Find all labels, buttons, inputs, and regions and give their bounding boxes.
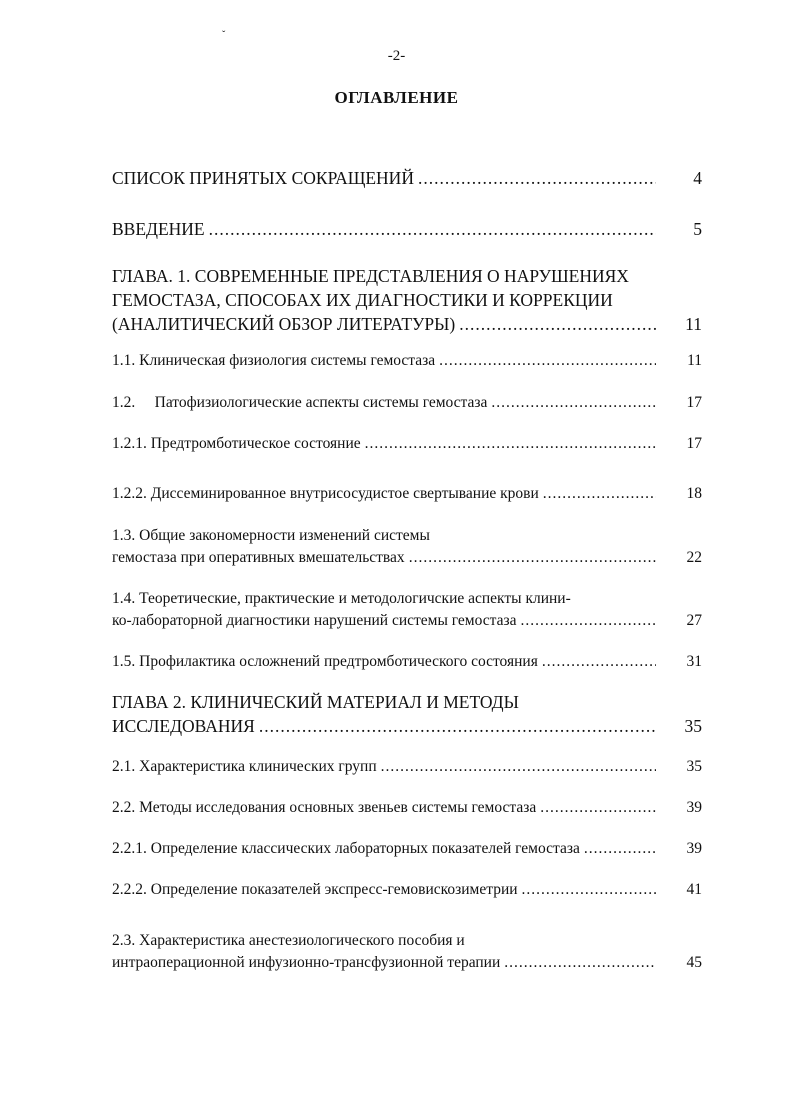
- leader-dots: [459, 312, 656, 336]
- toc-page-number: 17: [686, 394, 702, 411]
- toc-entry-text: 1.2.2. Диссеминированное внутрисосудистое свертывание крови: [112, 485, 539, 502]
- toc-entry[interactable]: [112, 433, 702, 455]
- toc-entry-text: 1.1. Клиническая физиология системы гемостаза: [112, 352, 436, 369]
- toc-page-number: 18: [686, 485, 702, 502]
- toc-entry-text: ГЛАВА. 1. СОВРЕМЕННЫЕ ПРЕДСТАВЛЕНИЯ О НАРУШЕНИЯХ: [112, 266, 629, 286]
- toc-entry-text: ко-лабораторной диагностики нарушений системы гемостаза: [112, 612, 517, 629]
- toc-page-number: 17: [686, 435, 702, 452]
- toc-page-number: 11: [687, 352, 702, 369]
- toc-entry[interactable]: [112, 879, 702, 901]
- leader-dots: [491, 392, 656, 414]
- toc-entry-text: 2.1. Характеристика клинических групп: [112, 758, 377, 775]
- toc-entry-text: СПИСОК ПРИНЯТЫХ СОКРАЩЕНИЙ: [112, 168, 414, 188]
- leader-dots: [520, 610, 656, 632]
- toc-entry[interactable]: [112, 690, 702, 738]
- toc-entry-text: (АНАЛИТИЧЕСКИЙ ОБЗОР ЛИТЕРАТУРЫ): [112, 314, 456, 334]
- toc-page-number: 11: [685, 314, 702, 334]
- toc-page-number: 4: [693, 168, 702, 188]
- leader-dots: [522, 879, 656, 901]
- toc-entry-text: гемостаза при оперативных вмешательствах: [112, 549, 405, 566]
- toc-entry-text: ГЕМОСТАЗА, СПОСОБАХ ИХ ДИАГНОСТИКИ И КОРРЕКЦИИ: [112, 290, 613, 310]
- toc-page-number: 45: [686, 954, 702, 971]
- leader-dots: [418, 166, 656, 190]
- leader-dots: [540, 797, 656, 819]
- leader-dots: [584, 838, 656, 860]
- leader-dots: [209, 217, 656, 241]
- toc-entry-text: 2.2. Методы исследования основных звеньев системы гемостаза: [112, 799, 537, 816]
- leader-dots: [543, 483, 656, 505]
- toc-page-number: 41: [686, 881, 702, 898]
- toc-page-number: 31: [686, 653, 702, 670]
- toc-entry-text: интраоперационной инфузионно-трансфузионной терапии: [112, 954, 501, 971]
- leader-dots: [409, 547, 656, 569]
- toc-entry[interactable]: [112, 797, 702, 819]
- toc-entry[interactable]: [112, 838, 702, 860]
- toc-entry[interactable]: [112, 483, 702, 505]
- leader-dots: [439, 350, 656, 372]
- toc-page-number: 35: [686, 758, 702, 775]
- toc-entry[interactable]: [112, 588, 702, 632]
- leader-dots: [365, 433, 656, 455]
- toc-entry[interactable]: [112, 217, 702, 241]
- toc-entry-text: 1.4. Теоретические, практические и методологичские аспекты клини-: [112, 590, 571, 607]
- toc-entry-text: 1.2. Патофизиологические аспекты системы гемостаза: [112, 394, 488, 411]
- toc-page-number: 22: [686, 549, 702, 566]
- toc-entry-text: 2.2.2. Определение показателей экспресс-гемовискозиметрии: [112, 881, 518, 898]
- toc-entry[interactable]: [112, 525, 702, 569]
- toc-entry[interactable]: [112, 166, 702, 190]
- toc-entry-text: 1.5. Профилактика осложнений предтромботического состояния: [112, 653, 538, 670]
- toc-entry[interactable]: [112, 392, 702, 414]
- leader-dots: [542, 651, 656, 673]
- toc-page-number: 27: [686, 612, 702, 629]
- toc-page-number: 35: [684, 716, 702, 736]
- toc-entry[interactable]: [112, 651, 702, 673]
- toc-entry[interactable]: [112, 264, 702, 336]
- page-title: ОГЛАВЛЕНИЕ: [334, 88, 459, 107]
- toc-entry-text: 2.2.1. Определение классических лабораторных показателей гемостаза: [112, 840, 580, 857]
- toc-entry-text: 1.3. Общие закономерности изменений системы: [112, 527, 430, 544]
- toc-entry[interactable]: [112, 756, 702, 778]
- leader-dots: [259, 714, 656, 738]
- toc-page-number: 39: [686, 840, 702, 857]
- toc-page-number: 39: [686, 799, 702, 816]
- toc-page-number: 5: [693, 219, 702, 239]
- toc-entry[interactable]: [112, 350, 702, 372]
- toc-entry[interactable]: [112, 930, 702, 974]
- leader-dots: [381, 756, 656, 778]
- scan-mark: ˇ: [222, 30, 226, 41]
- leader-dots: [504, 952, 656, 974]
- toc-entry-text: 2.3. Характеристика анестезиологического пособия и: [112, 932, 465, 949]
- toc-entry-text: ГЛАВА 2. КЛИНИЧЕСКИЙ МАТЕРИАЛ И МЕТОДЫ: [112, 692, 519, 712]
- toc-entry-text: ИССЛЕДОВАНИЯ: [112, 716, 255, 736]
- toc-entry-text: ВВЕДЕНИЕ: [112, 219, 205, 239]
- page-number: -2-: [387, 48, 406, 64]
- toc-entry-text: 1.2.1. Предтромботическое состояние: [112, 435, 361, 452]
